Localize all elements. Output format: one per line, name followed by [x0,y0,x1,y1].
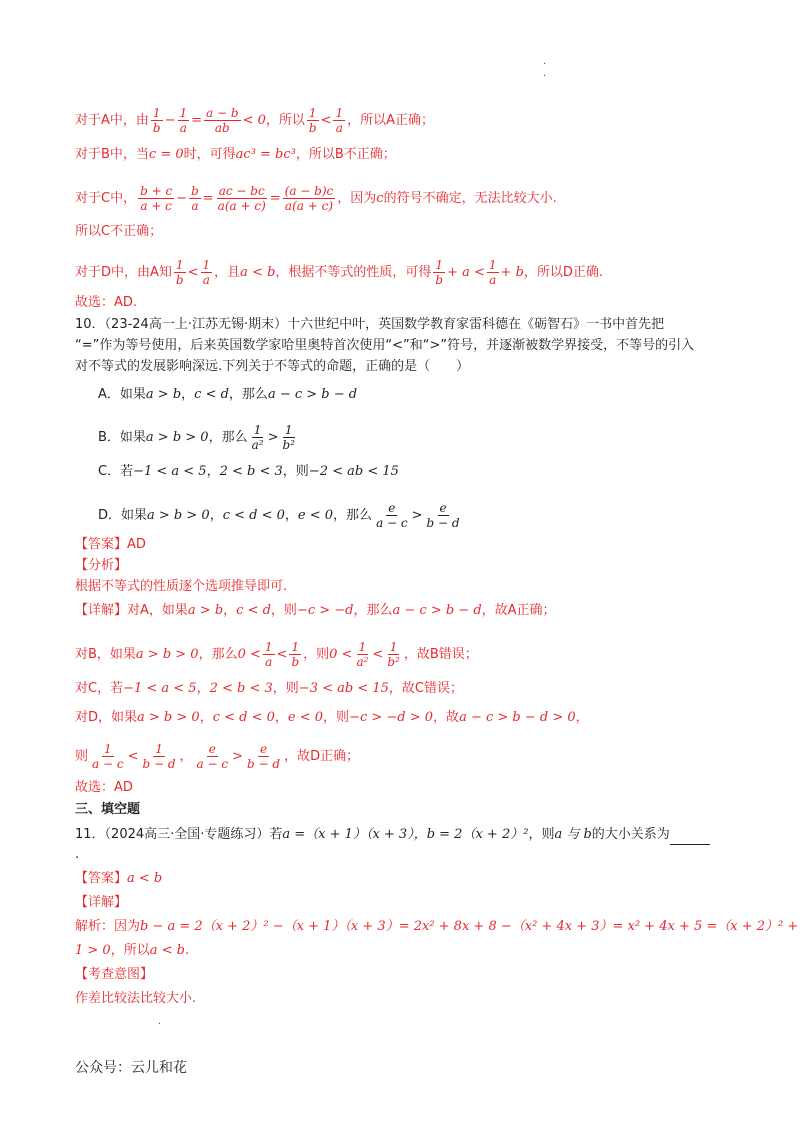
text: 解析：因为 [75,919,141,934]
fraction: $\frac{1}{a}$ [335,106,344,135]
text: ， [223,603,237,618]
math: < 0 [242,113,266,128]
q10-option-a [98,385,740,405]
fraction: $\frac{e}{a - c}$ [376,501,408,530]
text: ，故D正确； [284,749,360,764]
q10-stem-3: 对不等式的发展影响深远.下列关于不等式的命题，正确的是（ ） [75,359,470,374]
math: − [164,113,176,128]
q9-d-line [75,258,740,287]
math: a < b [127,871,163,886]
fraction: $\frac{1}{\text{b²}}$ [387,640,400,669]
fraction: $\frac{1}{b - d}$ [142,742,176,771]
text: . [184,943,190,958]
q10-detail-d2 [75,742,740,771]
text: 11．（2024高三·全国·专题练习）若 [75,827,283,842]
text: C．若 [98,464,134,479]
math: < [187,265,199,280]
text: ，所以 [110,943,150,958]
text: ，根据不等式的性质，可得 [275,265,432,280]
q11-intent: 作差比较法比较大小. [75,991,197,1006]
math: a > b > 0 [137,710,200,725]
q9-c-line2: 所以C不正确； [75,224,163,239]
fraction: $\frac{1}{a}$ [179,106,188,135]
math: 2 < b < 3 [209,681,273,696]
text: ，那么 [208,430,248,445]
fraction: $\frac{e}{b - d}$ [426,501,460,530]
text: 对D，如果 [75,710,138,725]
text: ， [181,387,195,402]
text: ，那么 [228,387,268,402]
text: 时，可得 [183,147,236,162]
text: ，则 [272,681,299,696]
text: ，故C错误； [388,681,463,696]
math: c = 0 [148,147,184,162]
text: ，则 [282,464,309,479]
math: − [176,191,188,206]
text: B．如果 [98,430,146,445]
fraction: $\frac{1}{a}$ [202,258,211,287]
text: ，故B错误； [403,647,478,662]
text: ，所以D正确. [523,265,604,280]
math: a > b > 0 [145,430,209,445]
math: < [127,749,139,764]
math: a > b > 0 [147,508,210,523]
math: < [320,113,332,128]
math: −1 < a < 5 [133,464,207,479]
text: 对于B中，当 [75,147,149,162]
q11-stem-dot: . [75,847,80,862]
page-mark: . [543,68,547,79]
q10-choice: 故选：AD [75,780,133,795]
math: −1 < a < 5 [123,681,197,696]
math: ac³ = bc³ [235,147,296,162]
q9-c-line [75,184,740,213]
q11-intent-heading: 【考查意图】 [75,967,154,982]
math: b − a = 2（x + 2）² −（x + 1）（x + 3）= 2x² + 8x + 8 −（x² + 4x + 3）= x² + 4x + 5 =（x + 2）² + [140,919,799,934]
text: ，所以 [265,113,305,128]
fraction: $\frac{b}{a}$ [191,184,199,213]
math: −3 < ab < 15 [298,681,389,696]
q10-detail-d [75,708,740,728]
q11-detail-heading: 【详解】 [75,895,128,910]
text: ，那么 [353,603,393,618]
q10-stem-2: “=”作为等号使用，后来英国数学家哈里奥特首次使用“<”和“>”符号，并逐渐被数学界接受，不等号的引入 [75,338,695,353]
text: ，则 [270,603,297,618]
section-heading: 三、填空题 [75,802,141,817]
q10-answer: 【答案】AD [75,537,146,552]
text: ，故A正确； [481,603,556,618]
text: ，所以B不正确； [295,147,396,162]
fraction: $\frac{1}{b}$ [175,258,184,287]
text: 对于D中，由A知 [75,265,172,280]
fraction: $\frac{1}{a - c}$ [92,742,124,771]
q9-a-line [75,106,740,135]
text: 对于C中， [75,191,137,206]
math: < [372,647,384,662]
answer-blank [670,830,710,845]
text: ，则 [323,710,350,725]
fraction: $\frac{1}{b}$ [435,258,444,287]
math: a > b [187,603,224,618]
text: 【答案】 [75,871,128,886]
text: ，那么 [198,647,238,662]
fraction: $\frac{1}{a}$ [264,640,273,669]
math: a > b > 0 [135,647,199,662]
text: ， [209,508,223,523]
text: 【详解】对A，如果 [75,603,188,618]
q10-detail-a [75,601,740,621]
text: ， [206,464,220,479]
text: 对于A中，由 [75,113,149,128]
fraction: $\frac{e}{b - d}$ [247,742,281,771]
math: a 与 b [554,827,592,842]
math: c < d < 0 [212,710,275,725]
math: 1 > 0 [75,943,111,958]
q9-b-line [75,145,740,165]
q11-stem [75,825,740,845]
fraction: $\frac{1}{b}$ [152,106,161,135]
math: a > b [145,387,182,402]
text: ，所以A正确； [347,113,435,128]
text: ， [196,681,210,696]
text: 对C，若 [75,681,124,696]
q10-detail-b [75,640,740,669]
text: 的大小关系为 [591,827,670,842]
text: ， [575,710,589,725]
math: −2 < ab < 15 [308,464,399,479]
text: ，那么 [333,508,373,523]
text: 的符号不确定，无法比较大小. [383,191,557,206]
q11-solution [75,917,799,937]
q10-detail-c [75,679,740,699]
fraction: $\frac{1}{b}$ [308,106,317,135]
math: a − c > b − d [392,603,482,618]
q10-option-b [98,423,740,452]
math: = [191,113,203,128]
math: −c > −d [296,603,354,618]
page-mark: . [543,56,547,67]
text: A．如果 [98,387,146,402]
footer-account: 公众号：云儿和花 [75,1060,187,1076]
math: < [276,647,288,662]
q11-answer [75,869,740,889]
math: = [269,191,281,206]
text: D．如果 [98,508,148,523]
q10-option-c [98,462,740,482]
math: = [202,191,214,206]
math: c [376,191,384,206]
math: 0 < [237,647,261,662]
text: ，则 [528,827,555,842]
math: e < 0 [287,710,324,725]
math: a − c > b − d > 0 [459,710,576,725]
math: > [411,508,423,523]
math: 0 < [329,647,353,662]
q9-choice: 故选：AD. [75,295,138,310]
text: ， [179,749,193,764]
math: a < b [149,943,185,958]
text: ，因为 [337,191,377,206]
math: c < d [194,387,229,402]
math: > [232,749,244,764]
math: > [267,430,279,445]
fraction: $\frac{1}{\text{b²}}$ [282,423,295,452]
q10-analysis: 根据不等式的性质逐个选项推导即可. [75,579,288,594]
text: 则 [75,749,89,764]
page-mark: . [158,1016,162,1027]
math: a < b [240,265,276,280]
text: ， [274,710,288,725]
fraction: $\frac{b + c}{a + c}$ [140,184,173,213]
fraction: $\frac{e}{a - c}$ [196,742,229,771]
math: a =（x + 1）（x + 3），b = 2（x + 2）² [282,827,529,842]
fraction: $\frac{1}{\text{a²}}$ [356,640,369,669]
math: e < 0 [297,508,334,523]
fraction: $\frac{ac - bc}{a(a + c)}$ [217,184,266,213]
math: 2 < b < 3 [219,464,283,479]
math: −c > −d > 0 [349,710,434,725]
text: 对B，如果 [75,647,136,662]
fraction: $\frac{1}{a}$ [488,258,497,287]
q10-analysis-heading: 【分析】 [75,558,128,573]
q10-stem-1: 10．（23-24高一上·江苏无锡·期末）十六世纪中叶，英国数学教育家雷科德在《砺智石》一书中首先把 [75,317,665,332]
q10-option-d [98,501,740,530]
text: ，且 [214,265,241,280]
q11-solution-2 [75,941,740,961]
fraction: $\frac{a - b}{ab}$ [206,106,239,135]
math: a − c > b − d [267,387,358,402]
math: + a < [447,265,485,280]
text: ，故 [433,710,460,725]
fraction: $\frac{1}{b}$ [291,640,300,669]
text: ， [284,508,298,523]
fraction: $\frac{1}{\text{a²}}$ [251,423,264,452]
text: ， [199,710,213,725]
text: ，则 [303,647,330,662]
math: c < d < 0 [222,508,285,523]
fraction: $\frac{(a - b)c}{a(a + c)}$ [284,184,334,213]
math: c < d [236,603,271,618]
math: + b [500,265,524,280]
